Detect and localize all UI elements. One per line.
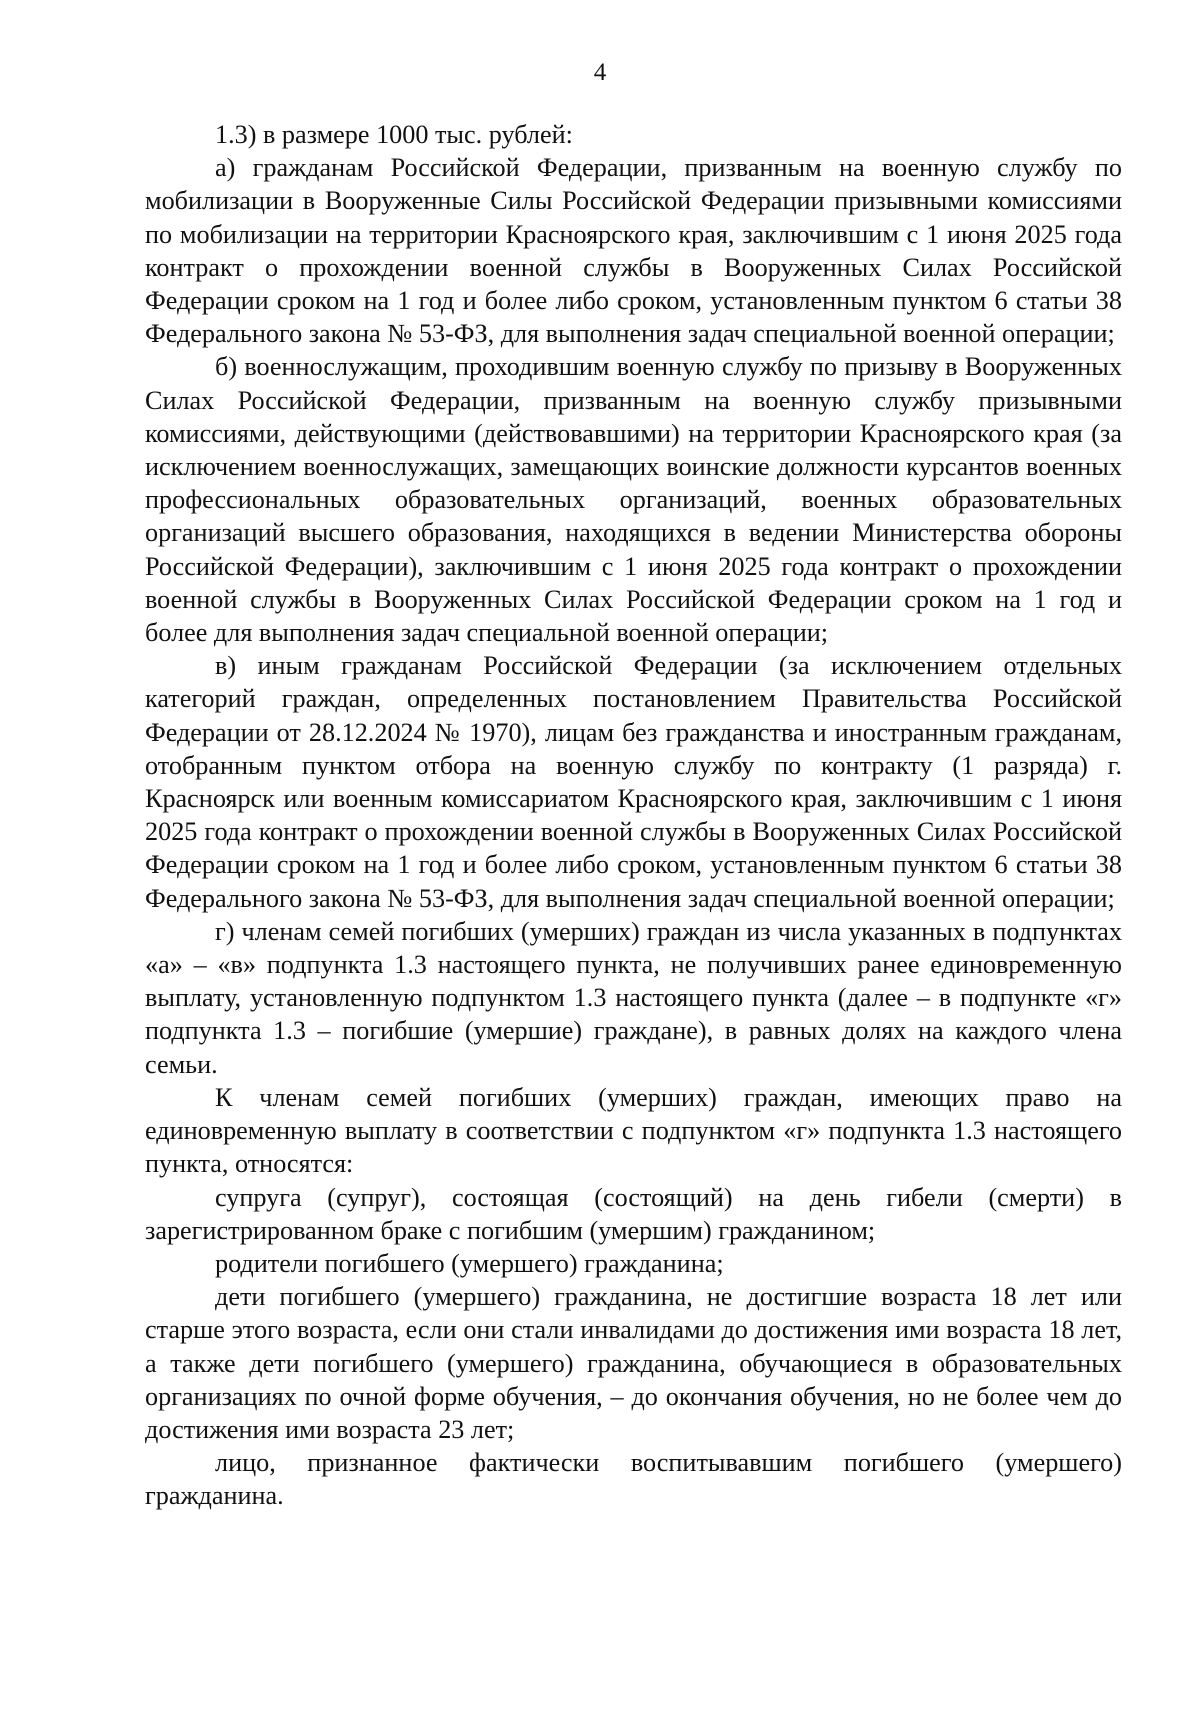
document-body xyxy=(145,118,1122,1513)
paragraph-family-members-intro: К членам семей погибших (умерших) граждан, имеющих право на единовременную выплату в соответствии с подпунктом «г» подпункта 1.3 настоящего пункта, относятся: xyxy=(145,1082,1122,1179)
paragraph-item-a: а) гражданам Российской Федерации, призванным на военную службу по мобилизации в Вооруженные Силы Российской Федерации призывными комиссиями по мобилизации на территории Красноярского края, заключившим с 1 июня 2025 года контракт о прохождении военной службы в Вооруженных Силах Российской Федерации сроком на 1 год и более либо сроком, установленным пунктом 6 статьи 38 Федерального закона № 53-ФЗ, для выполнения задач специальной военной операции; xyxy=(145,153,1122,349)
paragraph-item-b: б) военнослужащим, проходившим военную службу по призыву в Вооруженных Силах Российской Федерации, призванным на военную службу призывными комиссиями, действующими (действовавшими) на территории Красноярского края (за исключением военнослужащих, замещающих воинские должности курсантов военных профессиональных образовательных организаций, военных образовательных организаций высшего образования, находящихся в ведении Министерства обороны Российской Федерации), заключившим с 1 июня 2025 года контракт о прохождении военной службы в Вооруженных Силах Российской Федерации сроком на 1 год и более для выполнения задач специальной военной операции; xyxy=(145,352,1122,648)
paragraph-item-v: в) иным гражданам Российской Федерации (за исключением отдельных категорий граждан, определенных постановлением Правительства Российской Федерации от 28.12.2024 № 1970), лицам без гражданства и иностранным гражданам, отобранным пунктом отбора на военную службу по контракту (1 разряда) г. Красноярск или военным комиссариатом Красноярского края, заключившим с 1 июня 2025 года контракт о прохождении военной службы в Вооруженных Силах Российской Федерации сроком на 1 год и более либо сроком, установленным пунктом 6 статьи 38 Федерального закона № 53-ФЗ, для выполнения задач специальной военной операции; xyxy=(145,651,1122,913)
paragraph-item-g: г) членам семей погибших (умерших) граждан из числа указанных в подпунктах «а» – «в» подпункта 1.3 настоящего пункта, не получивших ранее единовременную выплату, установленную подпунктом 1.3 настоящего пункта (далее – в подпункте «г» подпункта 1.3 – погибшие (умершие) граждане), в равных долях на каждого члена семьи. xyxy=(145,916,1122,1079)
paragraph-parents: родители погибшего (умершего) гражданина; xyxy=(215,1248,724,1278)
paragraph-children: дети погибшего (умершего) гражданина, не достигшие возраста 18 лет или старше этого возраста, если они стали инвалидами до достижения ими возраста 18 лет, а также дети погибшего (умершего) гражданина, обучающиеся в образовательных организациях по очной форме обучения, – до окончания обучения, но не более чем до достижения ими возраста 23 лет; xyxy=(145,1282,1122,1444)
page-number: 4 xyxy=(593,59,607,86)
paragraph-guardian: лицо, признанное фактически воспитывавшим погибшего (умершего) гражданина. xyxy=(145,1448,1122,1511)
paragraph-subpoint-1-3: 1.3) в размере 1000 тыс. рублей: xyxy=(215,120,573,149)
paragraph-spouse: супруга (супруг), состоящая (состоящий) на день гибели (смерти) в зарегистрированном браке с погибшим (умершим) гражданином; xyxy=(145,1182,1122,1245)
